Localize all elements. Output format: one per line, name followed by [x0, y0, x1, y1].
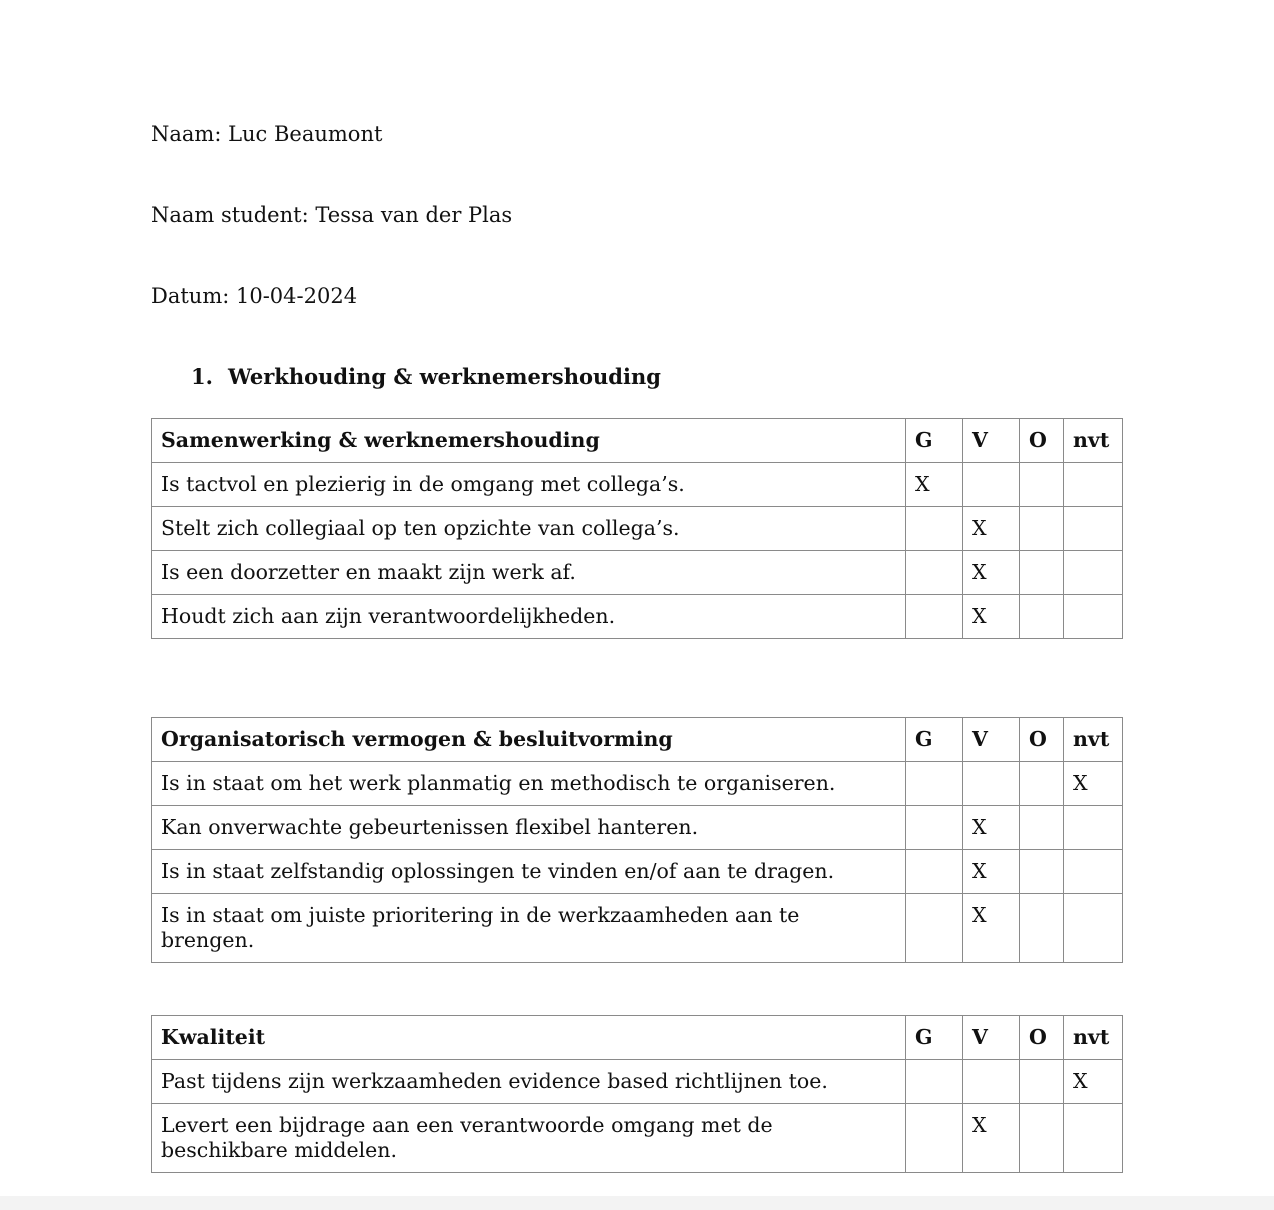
- mark-nvt: [1064, 463, 1123, 507]
- table-kwaliteit: [151, 1015, 1123, 1173]
- mark-v: [963, 1060, 1020, 1104]
- col-header-v: V: [963, 1016, 1020, 1060]
- mark-nvt: [1064, 1104, 1123, 1173]
- criterion-text: Stelt zich collegiaal op ten opzichte van collega’s.: [152, 507, 906, 551]
- criterion-text: Houdt zich aan zijn verantwoordelijkheden.: [152, 595, 906, 639]
- col-header-o: O: [1020, 419, 1064, 463]
- mark-g: [906, 806, 963, 850]
- table-organisatorisch: [151, 717, 1123, 963]
- mark-g: [906, 551, 963, 595]
- criterion-text: Is tactvol en plezierig in de omgang met collega’s.: [152, 463, 906, 507]
- col-header-nvt: nvt: [1064, 718, 1123, 762]
- mark-g: [906, 1104, 963, 1173]
- mark-nvt: [1064, 894, 1123, 963]
- col-header-nvt: nvt: [1064, 419, 1123, 463]
- mark-nvt: [1064, 551, 1123, 595]
- table-title: Organisatorisch vermogen & besluitvorming: [152, 718, 906, 762]
- mark-nvt: X: [1064, 1060, 1123, 1104]
- evaluation-date: Datum: 10-04-2024: [151, 284, 358, 308]
- mark-g: [906, 507, 963, 551]
- col-header-g: G: [906, 718, 963, 762]
- mark-o: [1020, 507, 1064, 551]
- mark-g: X: [906, 463, 963, 507]
- mark-nvt: [1064, 507, 1123, 551]
- page-bottom-edge: [0, 1196, 1274, 1210]
- col-header-o: O: [1020, 718, 1064, 762]
- mark-v: X: [963, 507, 1020, 551]
- mark-o: [1020, 762, 1064, 806]
- table-row: [152, 551, 1123, 595]
- table-row: [152, 507, 1123, 551]
- table-header-row: [152, 718, 1123, 762]
- col-header-nvt: nvt: [1064, 1016, 1123, 1060]
- mark-o: [1020, 894, 1064, 963]
- mark-nvt: [1064, 595, 1123, 639]
- mark-o: [1020, 806, 1064, 850]
- table-row: [152, 463, 1123, 507]
- mark-o: [1020, 463, 1064, 507]
- table-row: [152, 850, 1123, 894]
- mark-v: X: [963, 551, 1020, 595]
- mark-o: [1020, 850, 1064, 894]
- table-row: [152, 806, 1123, 850]
- mark-g: [906, 1060, 963, 1104]
- mark-o: [1020, 1104, 1064, 1173]
- criterion-text: Past tijdens zijn werkzaamheden evidence based richtlijnen toe.: [152, 1060, 906, 1104]
- table-row: [152, 762, 1123, 806]
- mark-nvt: [1064, 850, 1123, 894]
- mark-g: [906, 762, 963, 806]
- mark-v: X: [963, 806, 1020, 850]
- criterion-text: Is in staat zelfstandig oplossingen te vinden en/of aan te dragen.: [152, 850, 906, 894]
- col-header-o: O: [1020, 1016, 1064, 1060]
- evaluator-name: Naam: Luc Beaumont: [151, 122, 383, 146]
- mark-v: X: [963, 1104, 1020, 1173]
- table-header-row: [152, 419, 1123, 463]
- criterion-text: Levert een bijdrage aan een verantwoorde omgang met de beschikbare middelen.: [152, 1104, 906, 1173]
- criterion-text: Kan onverwachte gebeurtenissen flexibel hanteren.: [152, 806, 906, 850]
- mark-v: X: [963, 850, 1020, 894]
- section-title: Werkhouding & werknemershouding: [228, 364, 661, 389]
- mark-nvt: X: [1064, 762, 1123, 806]
- table-samenwerking: [151, 418, 1123, 639]
- criterion-text: Is in staat om juiste prioritering in de werkzaamheden aan te brengen.: [152, 894, 906, 963]
- table-row: [152, 1060, 1123, 1104]
- student-name: Naam student: Tessa van der Plas: [151, 203, 513, 227]
- mark-v: [963, 463, 1020, 507]
- table-header-row: [152, 1016, 1123, 1060]
- criterion-text: Is een doorzetter en maakt zijn werk af.: [152, 551, 906, 595]
- mark-g: [906, 595, 963, 639]
- mark-o: [1020, 595, 1064, 639]
- col-header-v: V: [963, 419, 1020, 463]
- table-row: [152, 595, 1123, 639]
- section-number: 1.: [191, 364, 213, 389]
- table-title: Kwaliteit: [152, 1016, 906, 1060]
- mark-v: X: [963, 595, 1020, 639]
- table-row: [152, 894, 1123, 963]
- section-heading: [191, 364, 661, 390]
- mark-o: [1020, 1060, 1064, 1104]
- mark-g: [906, 850, 963, 894]
- mark-nvt: [1064, 806, 1123, 850]
- col-header-g: G: [906, 419, 963, 463]
- criterion-text: Is in staat om het werk planmatig en methodisch te organiseren.: [152, 762, 906, 806]
- mark-v: X: [963, 894, 1020, 963]
- mark-g: [906, 894, 963, 963]
- table-title: Samenwerking & werknemershouding: [152, 419, 906, 463]
- col-header-v: V: [963, 718, 1020, 762]
- col-header-g: G: [906, 1016, 963, 1060]
- mark-v: [963, 762, 1020, 806]
- mark-o: [1020, 551, 1064, 595]
- table-row: [152, 1104, 1123, 1173]
